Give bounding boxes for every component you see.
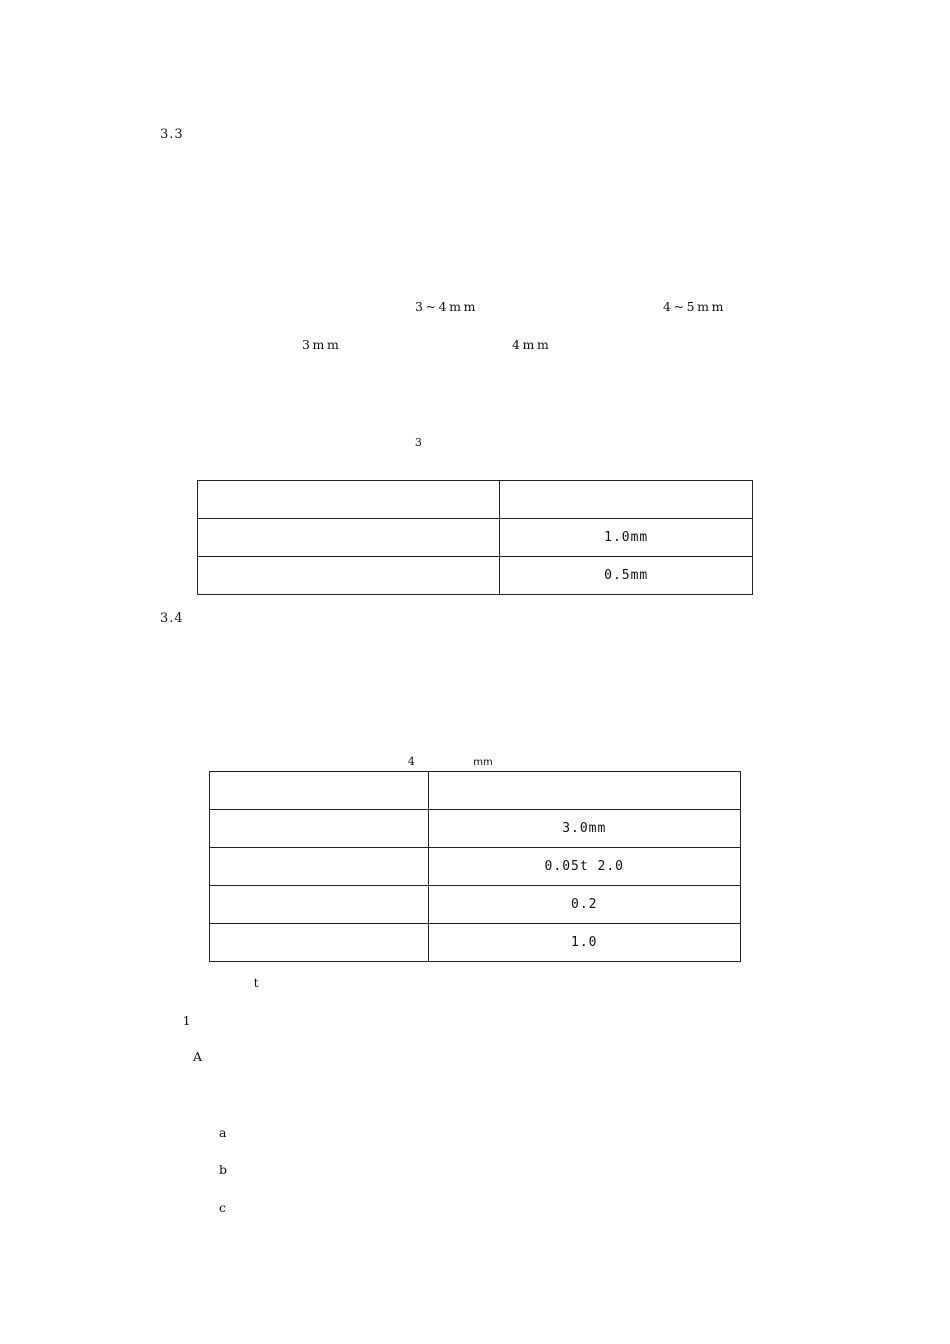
table-row bbox=[198, 557, 753, 595]
table-cell: 3.0mm bbox=[428, 810, 740, 848]
table-cell: 0.2 bbox=[428, 886, 740, 924]
table-header-cell bbox=[428, 772, 740, 810]
table-cell: 0.5mm bbox=[500, 557, 753, 595]
paragraph-line: 4~5mm bbox=[663, 299, 727, 314]
table-row bbox=[210, 848, 741, 886]
table-header-cell bbox=[198, 481, 500, 519]
table-cell bbox=[198, 557, 500, 595]
table-header-cell bbox=[210, 772, 429, 810]
table-header-cell bbox=[500, 481, 753, 519]
table3 bbox=[197, 480, 753, 595]
table-cell bbox=[210, 924, 429, 962]
paragraph-line: 3~4mm bbox=[415, 299, 479, 314]
table3-caption: 3 bbox=[409, 436, 431, 449]
table-cell bbox=[210, 810, 429, 848]
table-cell: 0.05t 2.0 bbox=[428, 848, 740, 886]
paragraph-line: 4mm bbox=[512, 337, 552, 352]
table-cell: 1.0mm bbox=[500, 519, 753, 557]
table-cell: 1.0 bbox=[428, 924, 740, 962]
list-item: 1 bbox=[176, 1013, 194, 1028]
table-header-row bbox=[210, 772, 741, 810]
table-cell bbox=[210, 848, 429, 886]
table-row bbox=[210, 810, 741, 848]
paragraph-line: 3mm bbox=[302, 337, 342, 352]
list-item: c bbox=[219, 1200, 229, 1215]
table4 bbox=[209, 771, 741, 962]
table-note: t bbox=[247, 975, 268, 990]
section-3-3-heading: 3.3 bbox=[160, 127, 189, 142]
table-row bbox=[210, 886, 741, 924]
list-item: A bbox=[193, 1049, 205, 1064]
list-item: b bbox=[219, 1162, 230, 1177]
table-header-row bbox=[198, 481, 753, 519]
table-row bbox=[198, 519, 753, 557]
table4-caption: 4 mm bbox=[402, 755, 493, 768]
table-cell bbox=[198, 519, 500, 557]
table-cell bbox=[210, 886, 429, 924]
section-3-4-heading: 3.4 bbox=[160, 611, 189, 626]
table-row bbox=[210, 924, 741, 962]
list-item: a bbox=[219, 1125, 230, 1140]
